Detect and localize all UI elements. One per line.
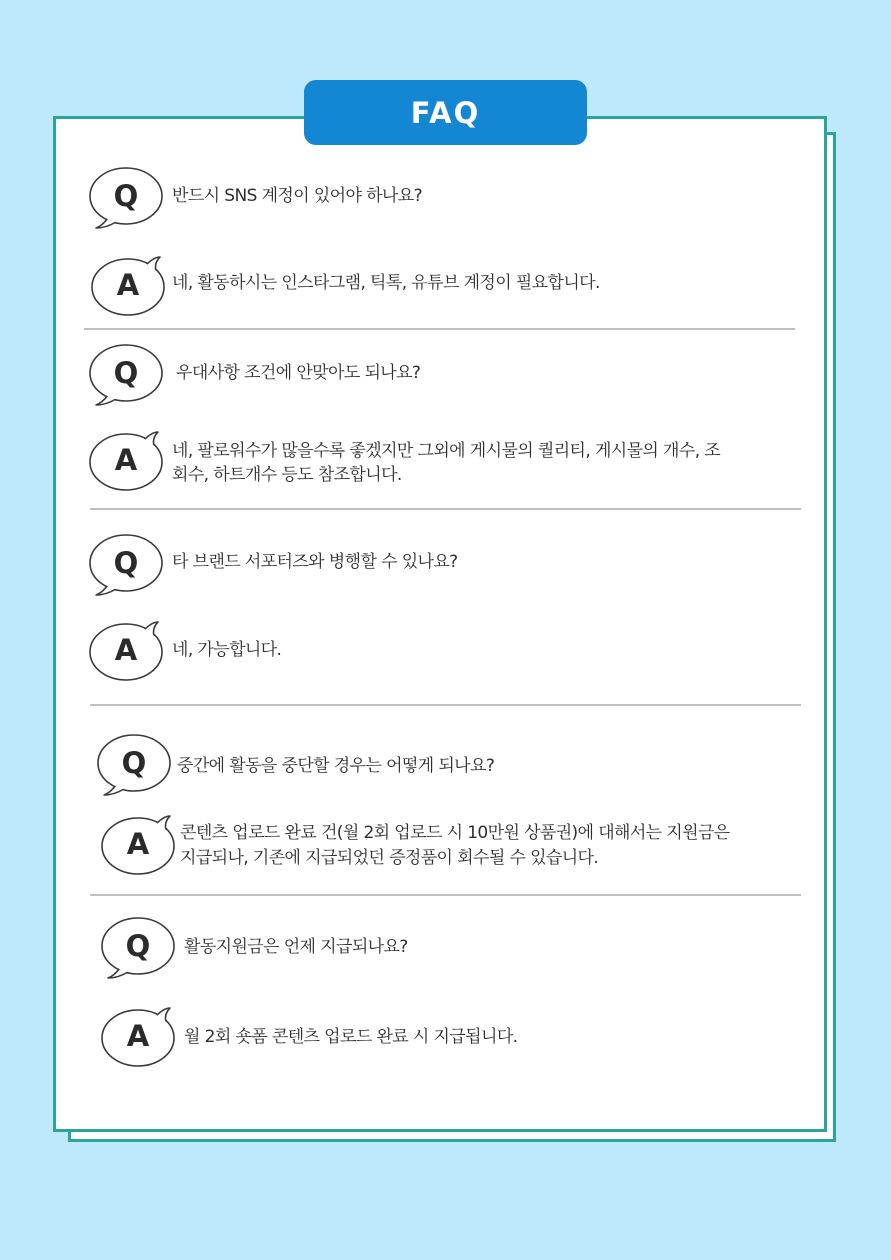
answer-bubble-icon [88, 430, 164, 494]
answer-letter: A [116, 268, 140, 302]
answer-letter: A [126, 1019, 150, 1053]
faq-answer-line: 월 2회 숏폼 콘텐츠 업로드 완료 시 지급됩니다. [184, 1027, 518, 1047]
faq-question: 활동지원금은 언제 지급되나요? [184, 937, 408, 957]
faq-answer-line: 지급되나, 기존에 지급되었던 증정품이 회수될 수 있습니다. [180, 848, 599, 868]
question-letter: Q [113, 356, 139, 390]
answer-letter: A [114, 633, 138, 667]
faq-title: FAQ [304, 80, 587, 145]
answer-letter: A [126, 827, 150, 861]
answer-bubble-icon [100, 1006, 176, 1070]
divider [90, 508, 801, 510]
question-letter: Q [121, 746, 147, 780]
divider [90, 704, 801, 706]
question-bubble-icon [96, 733, 172, 797]
question-letter: Q [113, 179, 139, 213]
faq-question: 타 브랜드 서포터즈와 병행할 수 있나요? [172, 552, 458, 572]
question-bubble-icon [88, 343, 164, 407]
faq-answer-line: 네, 가능합니다. [172, 640, 282, 660]
faq-answer-line: 콘텐츠 업로드 완료 건(월 2회 업로드 시 10만원 상품권)에 대해서는 지원금은 [180, 823, 730, 843]
faq-question: 중간에 활동을 중단할 경우는 어떻게 되나요? [177, 756, 495, 776]
question-bubble-icon [88, 533, 164, 597]
question-bubble-icon [100, 916, 176, 980]
divider [84, 328, 795, 330]
faq-question: 우대사항 조건에 안맞아도 되나요? [176, 363, 421, 383]
question-letter: Q [125, 929, 151, 963]
answer-bubble-icon [90, 255, 166, 319]
question-letter: Q [113, 546, 139, 580]
question-bubble-icon [88, 166, 164, 230]
faq-question: 반드시 SNS 계정이 있어야 하나요? [172, 186, 423, 206]
answer-bubble-icon [100, 814, 176, 878]
answer-bubble-icon [88, 620, 164, 684]
divider [90, 894, 801, 896]
answer-letter: A [114, 443, 138, 477]
faq-answer-line: 네, 활동하시는 인스타그램, 틱톡, 유튜브 계정이 필요합니다. [172, 273, 600, 293]
faq-answer-line: 네, 팔로워수가 많을수록 좋겠지만 그외에 게시물의 퀄리티, 게시물의 개수, 조 [172, 441, 721, 461]
faq-answer-line: 회수, 하트개수 등도 참조합니다. [172, 465, 402, 485]
